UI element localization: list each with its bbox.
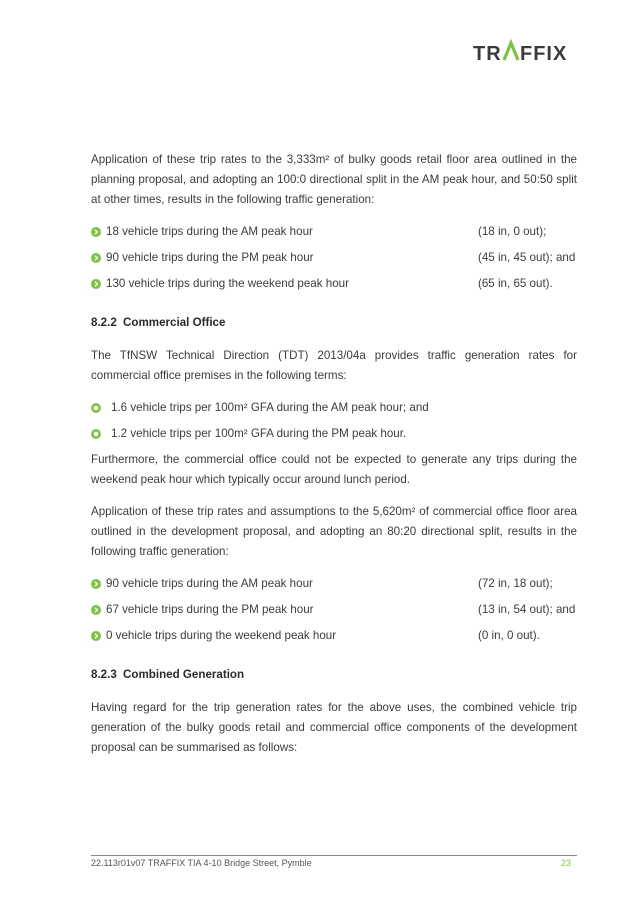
list-item	[91, 248, 577, 268]
section-heading-combined-generation	[91, 665, 244, 685]
list-item	[91, 600, 577, 620]
list-item-text: 1.2 vehicle trips per 100m² GFA during the PM peak hour.	[111, 427, 407, 440]
paragraph-text: Application of these trip rates to the 3,333m² of bulky goods retail floor area outlined in the planning proposal, and adopting an 100:0 directional split in the AM peak hour, and 50:50 split at other times, results in the following traffic generation:	[91, 153, 577, 206]
green-arrow-bullet-icon	[91, 605, 101, 615]
list-item-text: 90 vehicle trips during the AM peak hour	[106, 577, 313, 590]
paragraph-combined	[91, 698, 577, 758]
svg-text:FFIX: FFIX	[520, 43, 568, 65]
paragraph-text: The TfNSW Technical Direction (TDT) 2013/04a provides traffic generation rates for commercial office premises in the following terms:	[91, 349, 577, 382]
list-item	[91, 222, 577, 242]
list-item-detail: (65 in, 65 out).	[478, 277, 553, 290]
list-item-text: 0 vehicle trips during the weekend peak hour	[106, 629, 337, 642]
logo-chevron-mark	[504, 43, 518, 60]
list-item	[91, 274, 577, 294]
footer-divider	[91, 855, 577, 856]
list-item	[91, 574, 577, 594]
list-item-text: 130 vehicle trips during the weekend peak hour	[106, 277, 349, 290]
page-number: 23	[560, 858, 571, 868]
paragraph-commercial-application	[91, 502, 577, 562]
paragraph-bulky-goods	[91, 150, 577, 210]
footer-doc-ref: 22.113r01v07 TRAFFIX TIA 4-10 Bridge Street, Pymble	[91, 858, 312, 868]
green-ring-bullet-icon	[91, 403, 101, 413]
list-item-detail: (18 in, 0 out);	[478, 225, 547, 238]
list-item-detail: (45 in, 45 out); and	[478, 251, 576, 264]
green-arrow-bullet-icon	[91, 253, 101, 263]
paragraph-text: Having regard for the trip generation rates for the above uses, the combined vehicle trip generation of the bulky goods retail and commercial office components of the development proposal can be summarised as follows:	[91, 701, 577, 754]
paragraph-weekend	[91, 450, 577, 490]
green-ring-bullet-icon	[91, 429, 101, 439]
paragraph-text: Application of these trip rates and assumptions to the 5,620m² of commercial office floor area outlined in the development proposal, and adopting an 80:20 directional split, results in the following traffic generation:	[91, 505, 577, 558]
paragraph-text: Furthermore, the commercial office could not be expected to generate any trips during the weekend peak hour which typically occur around lunch period.	[91, 453, 577, 486]
section-title: Commercial Office	[123, 316, 226, 329]
list-item-detail: (0 in, 0 out).	[478, 629, 540, 642]
list-item-text: 90 vehicle trips during the PM peak hour	[106, 251, 314, 264]
list-item-detail: (72 in, 18 out);	[478, 577, 553, 590]
svg-text:TR: TR	[473, 43, 502, 65]
green-arrow-bullet-icon	[91, 227, 101, 237]
section-number: 8.2.3	[91, 668, 117, 681]
green-arrow-bullet-icon	[91, 279, 101, 289]
section-heading-commercial-office	[91, 313, 225, 333]
list-item-text: 1.6 vehicle trips per 100m² GFA during the AM peak hour; and	[111, 401, 429, 414]
list-item	[91, 626, 577, 646]
green-arrow-bullet-icon	[91, 631, 101, 641]
list-item-text: 18 vehicle trips during the AM peak hour	[106, 225, 313, 238]
list-item	[91, 398, 577, 418]
section-number: 8.2.2	[91, 316, 117, 329]
section-title: Combined Generation	[123, 668, 245, 681]
green-arrow-bullet-icon	[91, 579, 101, 589]
list-item-detail: (13 in, 54 out); and	[478, 603, 576, 616]
list-item-text: 67 vehicle trips during the PM peak hour	[106, 603, 314, 616]
paragraph-tdt-rates	[91, 346, 577, 386]
list-item	[91, 424, 577, 444]
traffix-logo	[473, 38, 583, 68]
